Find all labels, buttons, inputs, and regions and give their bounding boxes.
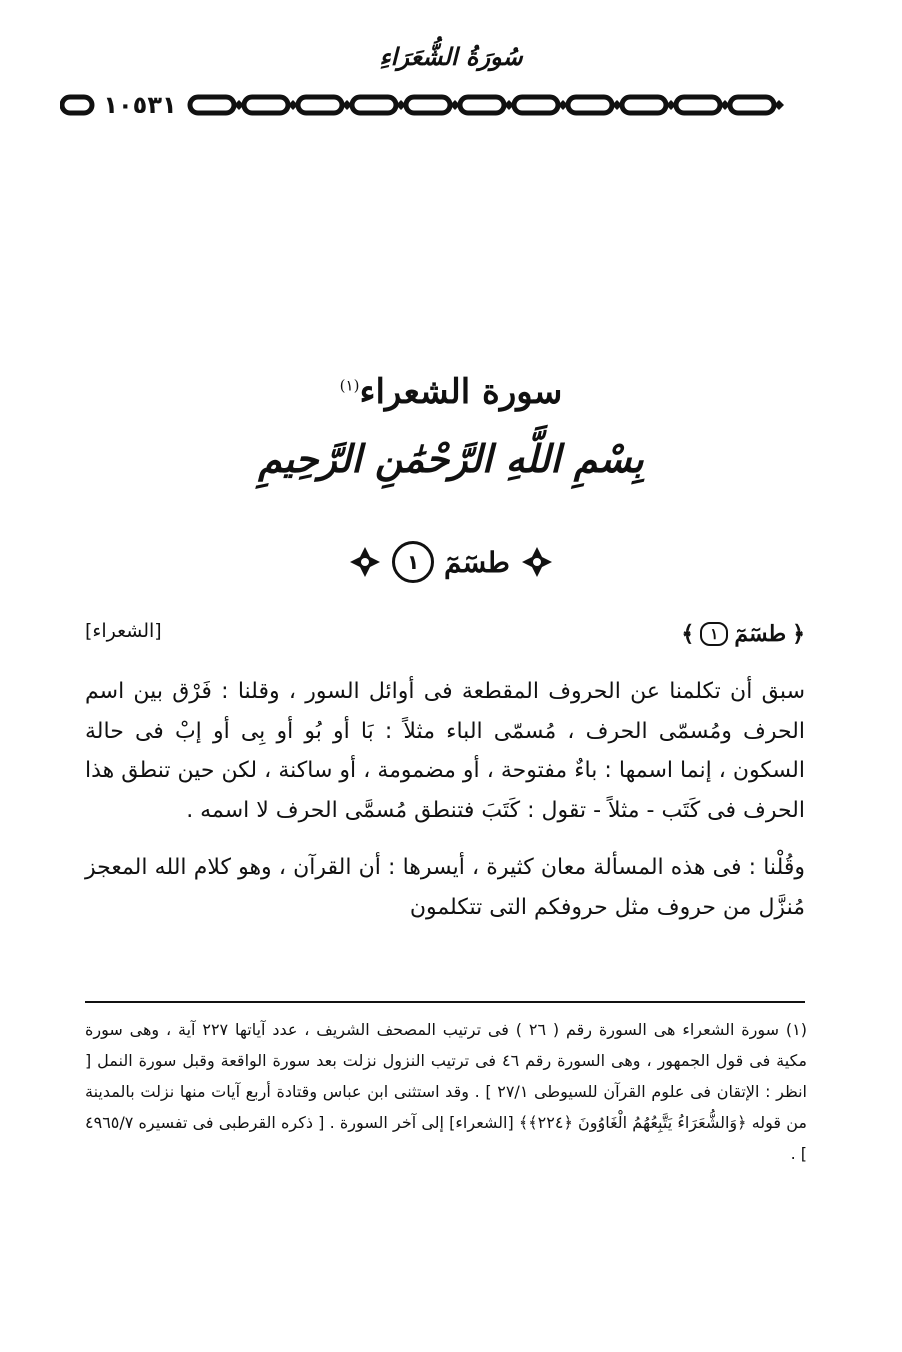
chain-link [298,97,342,113]
ornate-open-bracket: ﴿ [792,621,805,647]
quoted-verse-text: طسٓمٓ [734,621,787,647]
chain-link [568,97,612,113]
footnote-marker[interactable]: (١) [339,376,360,395]
verse-number-badge: ١ [700,622,728,646]
chain-link [676,97,720,113]
verse-text: طسٓمٓ [444,545,510,579]
page-number: ١٠٥٣١ [100,88,180,122]
opening-verse [0,532,902,592]
commentary-body [85,672,805,927]
ornate-close-bracket: ﴾ [681,621,695,647]
footnote-divider [85,1001,805,1003]
basmala: بِسْمِ اللَّهِ الرَّحْمَٰنِ الرَّحِيمِ [258,436,644,481]
surah-title [0,372,902,412]
chain-link [730,97,774,113]
paragraph: سبق أن تكلمنا عن الحروف المقطعة فى أوائل السور ، وقلنا : فَرْق بين اسم الحرف ومُسمّى الحرف ، مُسمّى الباء مثلاً : بَا أو بُو أو بِى أو إبْ فى حالة السكون ، إنما اسمها : باءٌ مفتوحة ، أو مضمومة ، أو ساكنة ، لكن حين تنطق هذا الحرف فى كَتَب - مثلاً - تقول : كَتَبَ فتنطق مُسمَّى الحرف لا اسمه . [85,679,805,823]
chain-link [352,97,396,113]
quoted-verse [681,616,805,652]
chain-link [622,97,666,113]
floral-ornament-icon [520,545,554,579]
chain-link [244,97,288,113]
chain-link [190,97,234,113]
ayah-number-circle: ١ [392,541,434,583]
chain-link [514,97,558,113]
chain-link [62,97,92,113]
surah-title-text: سورة الشعراء [359,372,563,412]
running-header-title: سُورَةُ الشُّعَرَاءِ [379,42,523,71]
floral-ornament-icon [348,545,382,579]
paragraph: وقُلْنا : فى هذه المسألة معان كثيرة ، أيسرها : أن القرآن ، وهو كلام الله المعجز مُنزَّل من حروف مثل حروفكم التى تتكلمون [85,855,805,920]
footnote: (١) سورة الشعراء هى السورة رقم ( ٢٦ ) فى ترتيب المصحف الشريف ، عدد آياتها ٢٢٧ آية ، وهى سورة مكية فى قول الجمهور ، وهى السورة رقم ٤٦ فى ترتيب النزول نزلت بعد سورة الواقعة وقبل سورة النمل [ انظر : الإتقان فى علوم القرآن للسيوطى ٢٧/١ ] . وقد استثنى ابن عباس وقتادة أربع آيات منها نزلت بالمدينة من قوله ﴿وَالشُّعَرَاءُ يَتَّبِعُهُمُ الْغَاوُونَ ﴿٢٢٤﴾﴾ [الشعراء] إلى آخر السورة . [ ذكره القرطبى فى تفسيره ٤٩٦٥/٧ ] . [85,1020,808,1163]
chain-link [460,97,504,113]
surah-reference-label: [الشعراء] [85,620,162,642]
verse-reference-line [85,616,805,652]
chain-link [406,97,450,113]
